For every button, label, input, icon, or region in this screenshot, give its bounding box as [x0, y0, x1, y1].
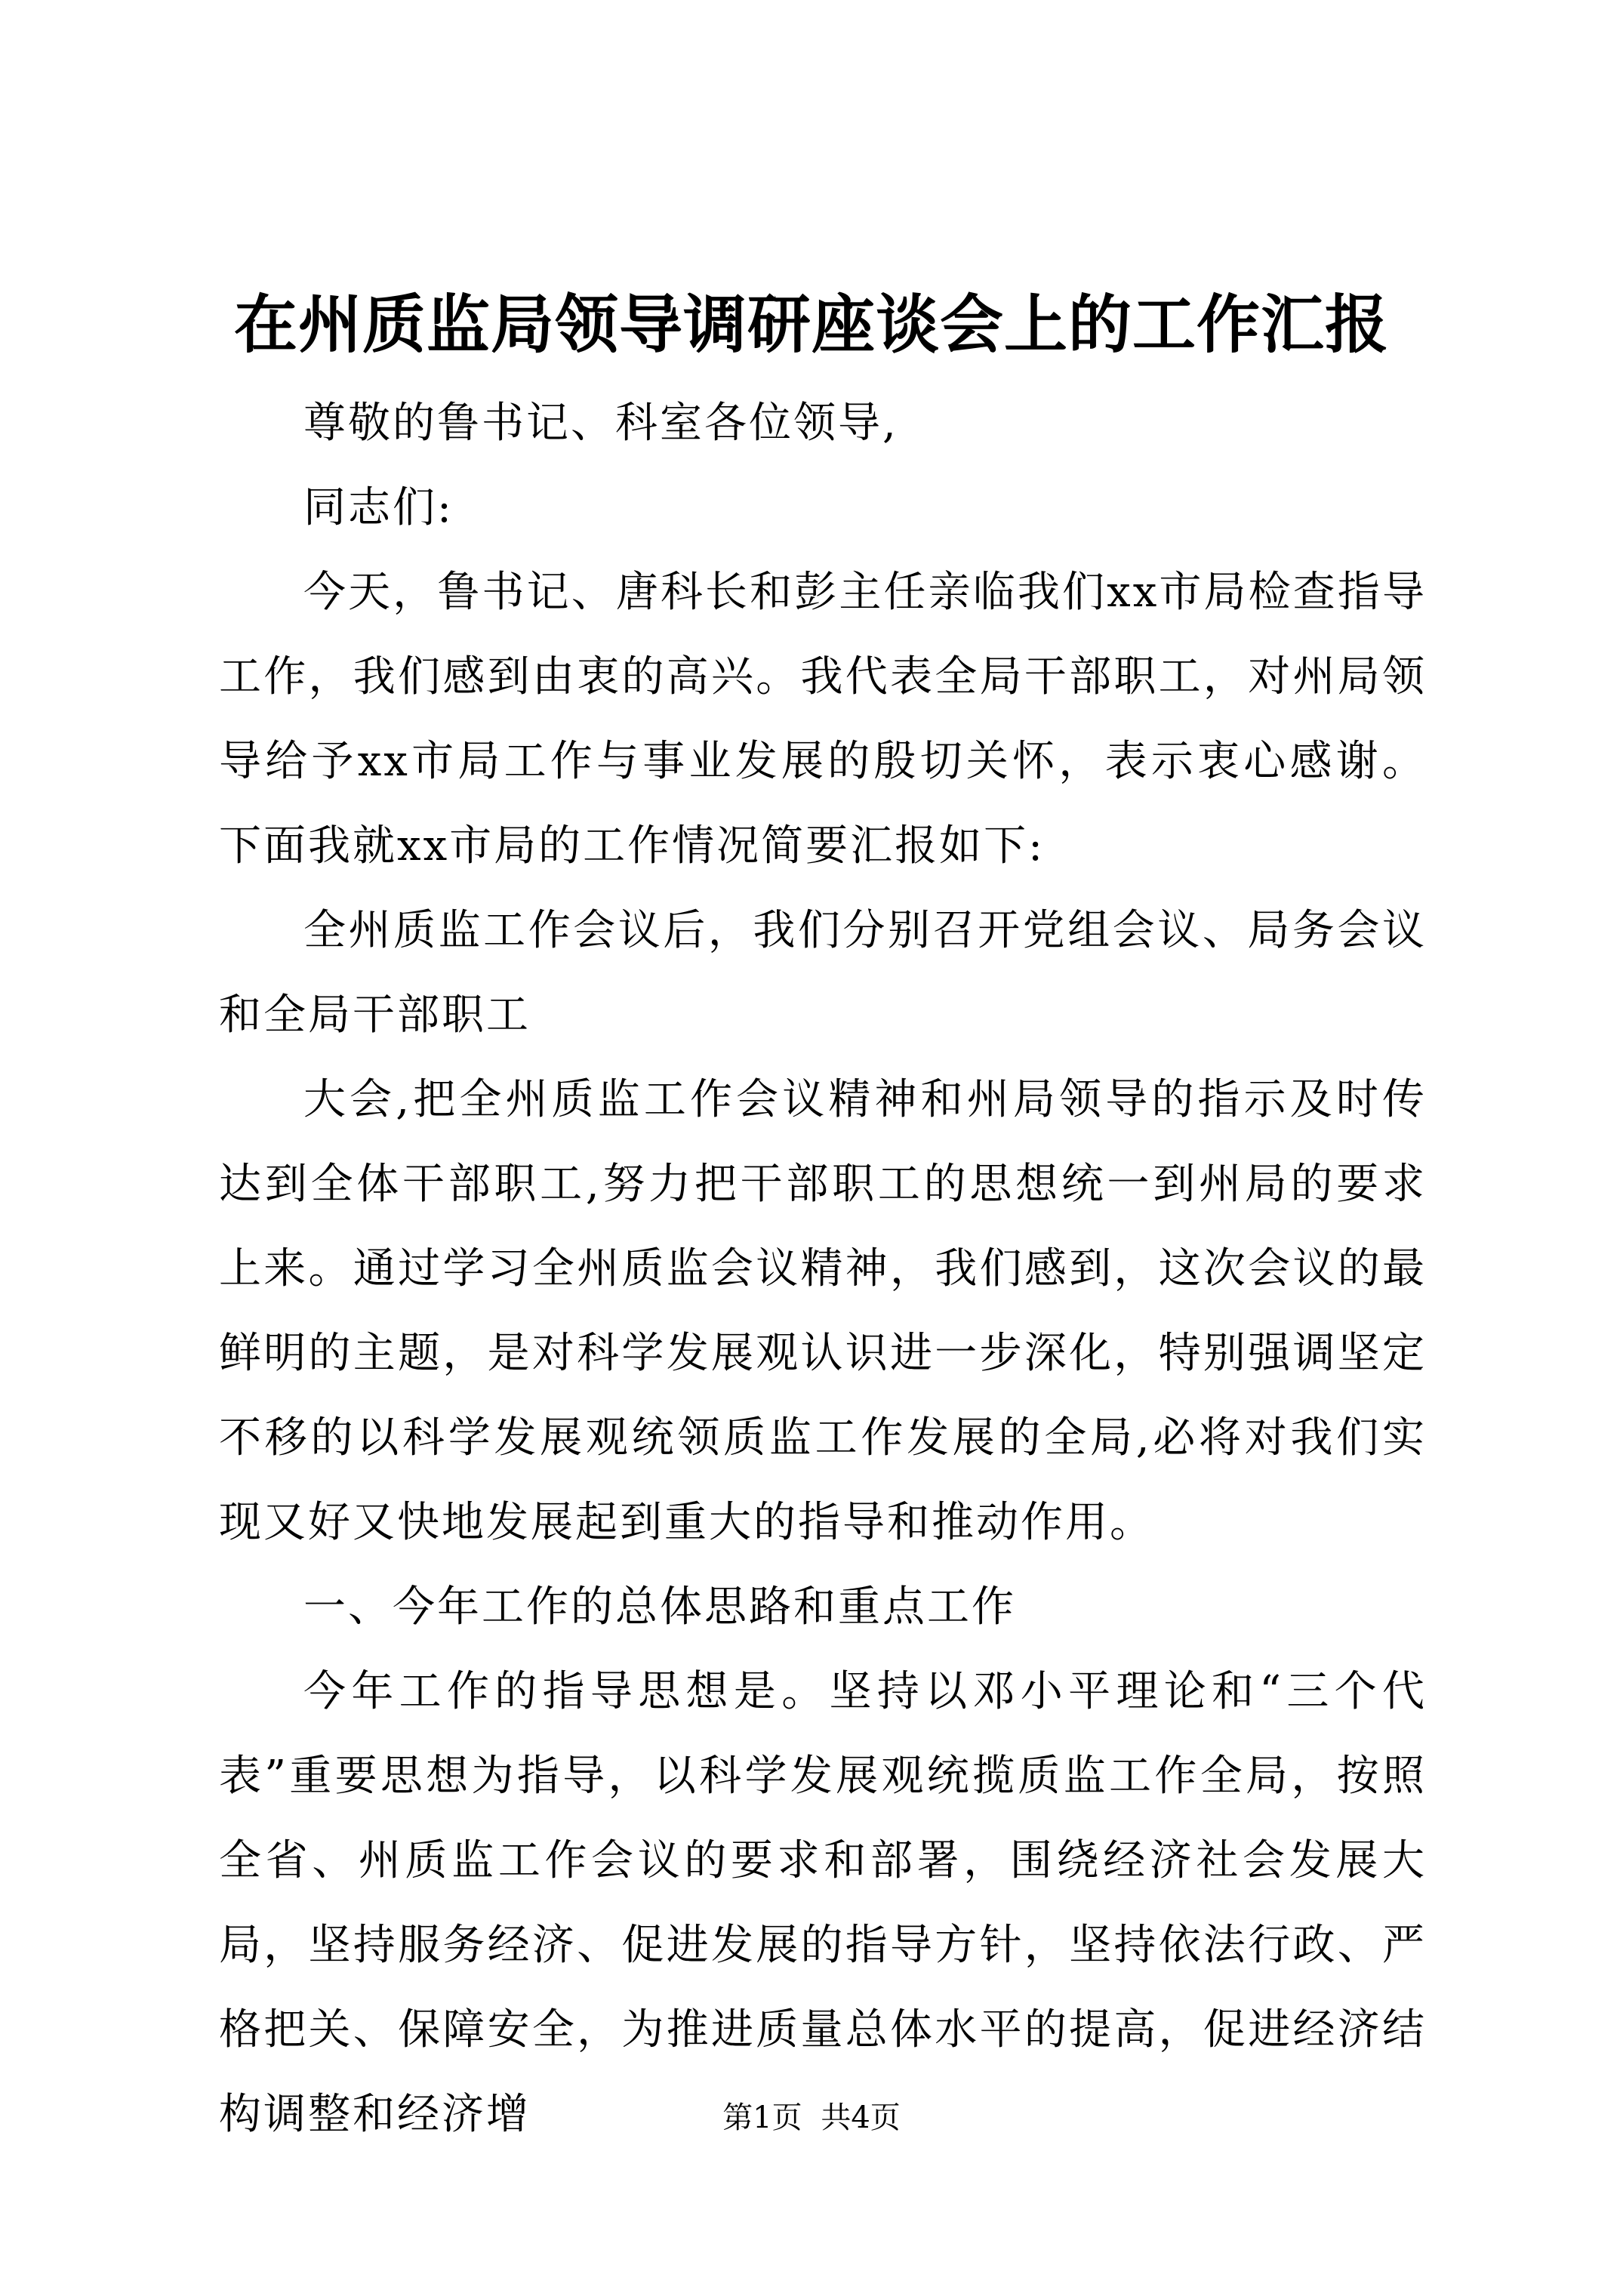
- salutation-paragraph: 尊敬的鲁书记、科室各位领导,: [303, 399, 898, 448]
- document-body: [219, 381, 1427, 2157]
- body-paragraph: 今天，鲁书记、唐科长和彭主任亲临我们xx市局检查指导工作，我们感到由衷的高兴。我代表全局干部职工，对州局领导给予xx市局工作与事业发展的殷切关怀，表示衷心感谢。下面我就xx市局的工作情况简要汇报如下:: [219, 568, 1427, 871]
- document-title: 在州质监局领导调研座谈会上的工作汇报: [233, 287, 1389, 362]
- greeting-paragraph: 同志们:: [303, 483, 454, 532]
- body-paragraph: 今年工作的指导思想是。坚持以邓小平理论和“三个代表”重要思想为指导，以科学发展观统揽质监工作全局，按照全省、州质监工作会议的要求和部署，围绕经济社会发展大局，坚持服务经济、促进发展的指导方针，坚持依法行政、严格把关、保障安全，为推进质量总体水平的提高，促进经济结构调整和经济增: [219, 1667, 1427, 2139]
- page-number: 第1页: [722, 2100, 802, 2135]
- page-total: 共4页: [821, 2100, 901, 2135]
- section-heading: 一、今年工作的总体思路和重点工作: [303, 1583, 1016, 1632]
- page-footer: [0, 2095, 1623, 2140]
- body-paragraph: 大会,把全州质监工作会议精神和州局领导的指示及时传达到全体干部职工,努力把干部职工的思想统一到州局的要求上来。通过学习全州质监会议精神，我们感到，这次会议的最鲜明的主题，是对科学发展观认识进一步深化，特别强调坚定不移的以科学发展观统领质监工作发展的全局,必将对我们实现又好又快地发展起到重大的指导和推动作用。: [219, 1075, 1427, 1547]
- body-paragraph: 全州质监工作会议后，我们分别召开党组会议、局务会议和全局干部职工: [219, 906, 1427, 1040]
